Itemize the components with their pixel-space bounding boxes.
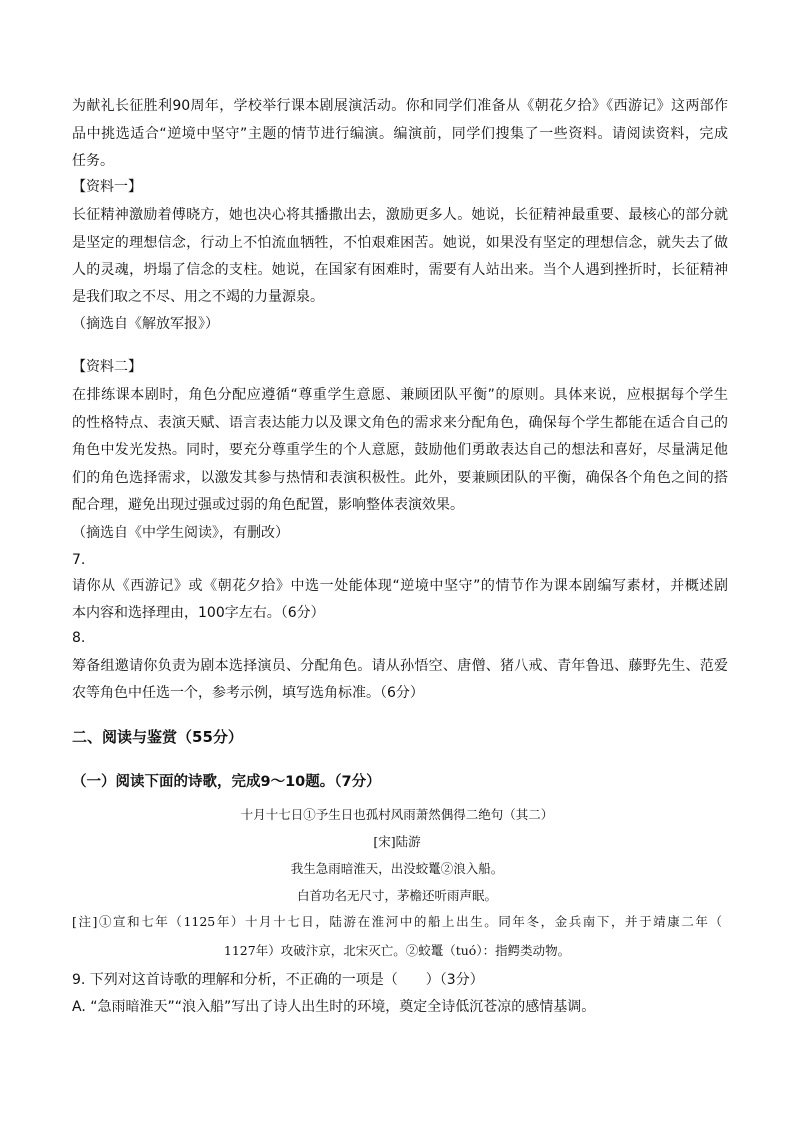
- q7-line-1: 请你从《西游记》或《朝花夕拾》中选一处能体现“逆境中坚守”的情节作为课本剧编写素材，并概述剧: [72, 578, 728, 594]
- material1-line-4: 是我们取之不尽、用之不竭的力量源泉。: [72, 289, 324, 305]
- q9-stem: 9. 下列对这首诗歌的理解和分析，不正确的一项是（ ）（3分）: [72, 972, 484, 988]
- intro-line-1: 为献礼长征胜利90周年，学校举行课本剧展演活动。你和同学们准备从《朝花夕拾》《西游记》这两部作: [72, 98, 728, 114]
- material1-line-3: 人的灵魂，坍塌了信念的支柱。她说，在国家有困难时，需要有人站出来。当个人遇到挫折时，长征精神: [72, 262, 728, 278]
- poem-note-line-2: 1127年）攻破汴京，北宋灭亡。②蛟鼍（tuó）：指鳄类动物。: [223, 943, 571, 958]
- q9-option-a: A. “急雨暗淮天”“浪入船”写出了诗人出生时的环境，奠定全诗低沉苍凉的感情基调。: [72, 999, 596, 1015]
- poem-note-line-1: [注]①宣和七年（1125年）十月十七日，陆游在淮河中的船上出生。同年冬，金兵南下，并于靖康二年（: [72, 914, 722, 929]
- material2-line-3: 角色中发光发热。同时，要充分尊重学生的个人意愿，鼓励他们勇敢表达自己的想法和喜好，尽量满足他: [72, 442, 728, 458]
- section-heading: 二、阅读与鉴赏（55分）: [72, 728, 243, 746]
- poem-title: 十月十七日①予生日也孤村风雨萧然偶得二绝句（其二）: [240, 807, 554, 822]
- material2-heading: 【资料二】: [72, 359, 142, 375]
- material1-heading: 【资料一】: [72, 179, 142, 195]
- material2-line-5: 配合理，避免出现过强或过弱的角色配置，影响整体表演效果。: [72, 497, 464, 513]
- material2-line-2: 的性格特点、表演天赋、语言表达能力以及课文角色的需求来分配角色，确保每个学生都能在适合自己的: [72, 415, 728, 431]
- intro-line-2: 品中挑选适合“逆境中坚守”主题的情节进行编演。编演前，同学们搜集了一些资料。请阅读资料，完成: [72, 126, 728, 142]
- part-heading: （一）阅读下面的诗歌，完成9～10题。（7分）: [72, 774, 381, 790]
- q8-line-2: 农等角色中任选一个，参考示例，填写选角标准。（6分）: [72, 685, 424, 701]
- material2-line-4: 们的角色选择需求，以激发其参与热情和表演积极性。此外，要兼顾团队的平衡，确保各个角色之间的搭: [72, 470, 728, 486]
- q8-line-1: 筹备组邀请你负责为剧本选择演员、分配角色。请从孙悟空、唐僧、猪八戒、青年鲁迅、藤野先生、范爱: [72, 658, 728, 674]
- q7-line-2: 本内容和选择理由，100字左右。（6分）: [72, 605, 325, 621]
- material2-source: （摘选自《中学生阅读》，有删改）: [72, 525, 289, 541]
- poem-author: [宋]陆游: [373, 834, 421, 849]
- material1-line-2: 是坚定的理想信念，行动上不怕流血牺牲，不怕艰难困苦。她说，如果没有坚定的理想信念，就失去了做: [72, 235, 728, 251]
- poem-line-2: 白首功名无尺寸，茅檐还听雨声眠。: [296, 888, 497, 903]
- intro-line-3: 任务。: [72, 153, 114, 169]
- poem-line-1: 我生急雨暗淮天，出没蛟鼍②浪入船。: [290, 861, 504, 876]
- q7-number: 7.: [72, 552, 86, 568]
- material2-line-1: 在排练课本剧时，角色分配应遵循“尊重学生意愿、兼顾团队平衡”的原则。具体来说，应根据每个学生: [72, 387, 728, 403]
- material1-source: （摘选自《解放军报》）: [72, 316, 219, 332]
- material1-line-1: 长征精神激励着傅晓方，她也决心将其播撒出去，激励更多人。她说，长征精神最重要、最核心的部分就: [72, 207, 728, 223]
- q8-number: 8.: [72, 630, 86, 646]
